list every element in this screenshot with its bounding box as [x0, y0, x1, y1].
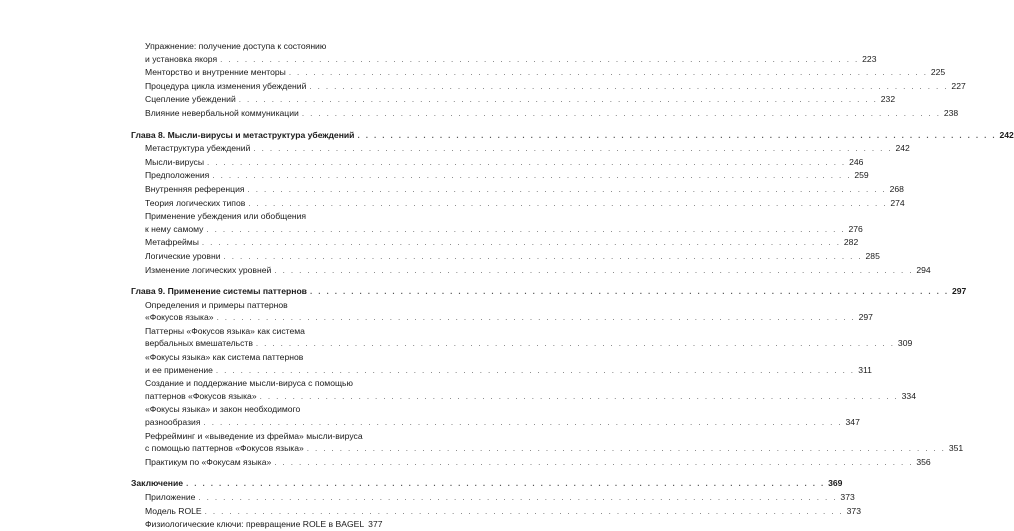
toc-entry-title: Менторство и внутренние менторы — [145, 67, 286, 78]
toc-entry-title: Практикум по «Фокусам языка» — [145, 456, 272, 467]
leader-dots — [202, 237, 841, 250]
toc-entry[interactable] — [131, 169, 869, 183]
toc-entry[interactable] — [131, 223, 863, 237]
toc-chapter-heading[interactable] — [131, 129, 1014, 143]
toc-entry[interactable] — [131, 442, 964, 456]
leader-dots — [206, 224, 845, 237]
leader-dots — [248, 198, 887, 211]
toc-entry[interactable] — [131, 53, 877, 67]
toc-entry-title: Мысли-вирусы — [145, 156, 205, 167]
toc-chapter-heading[interactable] — [131, 285, 967, 299]
leader-dots — [216, 365, 855, 378]
chapter-title: Глава 9. Применение системы паттернов — [131, 286, 307, 297]
toc-entry-text-line: Упражнение: получение доступа к состоянию — [145, 41, 327, 51]
toc-entry[interactable] — [131, 142, 910, 156]
leader-dots — [309, 81, 948, 94]
leader-dots — [224, 251, 863, 264]
toc-entry-title: Метафреймы — [145, 237, 199, 248]
toc-entry[interactable] — [131, 264, 931, 278]
leader-dots — [274, 265, 913, 278]
toc-entry-title: Влияние невербальной коммуникации — [145, 107, 299, 118]
toc-entry[interactable] — [131, 183, 904, 197]
toc-entry-title: Приложение — [145, 492, 196, 502]
toc-entry-title: Метаструктура убеждений — [145, 143, 251, 154]
toc-page-number: 369 — [828, 478, 843, 489]
toc-entry-text-line: Паттерны «Фокусов языка» как система — [145, 325, 305, 336]
toc-entry[interactable] — [131, 491, 855, 505]
toc-chapter-heading[interactable] — [131, 477, 843, 491]
toc-entry[interactable] — [131, 416, 860, 430]
leader-dots — [198, 492, 837, 505]
toc-page-number: 311 — [858, 364, 872, 375]
toc-entry[interactable] — [131, 311, 873, 325]
toc-entry-title: Модель ROLE — [145, 505, 202, 516]
toc-entry[interactable] — [131, 197, 905, 211]
toc-page-number: 297 — [952, 286, 967, 297]
toc-entry-text-line: «Фокусы языка» и закон необходимого — [145, 404, 301, 415]
table-of-contents — [131, 40, 1014, 531]
toc-entry-title: и установка якоря — [145, 53, 218, 64]
toc-entry-title: Теория логических типов — [145, 197, 246, 208]
toc-entry[interactable] — [131, 518, 383, 531]
toc-entry-text-line: Определения и примеры паттернов — [145, 299, 288, 310]
toc-entry-text-line: «Фокусы языка» как система паттернов — [145, 352, 304, 363]
toc-entry-title: паттернов «Фокусов языка» — [145, 390, 257, 401]
leader-dots — [253, 143, 892, 156]
toc-page-number: 356 — [916, 456, 931, 467]
toc-page-number: 242 — [895, 143, 910, 154]
toc-page-number: 309 — [897, 338, 913, 349]
toc-entry[interactable] — [131, 93, 896, 107]
toc-page-number: 259 — [854, 170, 869, 181]
toc-entry[interactable] — [131, 250, 880, 264]
toc-page-number: 373 — [846, 505, 861, 516]
leader-dots — [248, 184, 887, 197]
toc-entry-title: разнообразия — [145, 417, 201, 428]
leader-dots — [302, 108, 941, 121]
toc-entry-title: Внутренняя референция — [145, 183, 245, 194]
toc-entry-title: с помощью паттернов «Фокусов языка» — [145, 443, 304, 454]
chapter-title: Заключение — [131, 478, 184, 489]
toc-entry[interactable] — [131, 236, 859, 250]
toc-page-number: 334 — [901, 390, 916, 401]
leader-dots — [239, 94, 878, 107]
toc-entry[interactable] — [131, 156, 864, 170]
toc-page-number: 294 — [916, 264, 931, 275]
toc-entry[interactable] — [131, 107, 959, 121]
toc-entry-title: Предположения — [145, 170, 210, 181]
leader-dots — [186, 478, 825, 491]
toc-entry-text-line: Рефрейминг и «выведение из фрейма» мысли-вируса — [145, 430, 363, 441]
leader-dots — [204, 417, 843, 430]
toc-page-number: 276 — [848, 223, 863, 234]
toc-entry-title: вербальных вмешательств — [145, 338, 253, 349]
toc-page-number: 297 — [858, 312, 873, 323]
leader-dots — [260, 391, 899, 404]
leader-dots — [207, 157, 846, 170]
toc-page-number: 242 — [999, 129, 1014, 140]
leader-dots — [310, 286, 949, 299]
toc-entry-title: и ее применение — [145, 364, 213, 375]
leader-dots — [217, 312, 856, 325]
toc-entry-title: Физиологические ключи: превращение ROLE в BAGEL — [145, 519, 365, 530]
toc-entry[interactable] — [131, 390, 916, 404]
toc-entry-title: Процедура цикла изменения убеждений — [145, 80, 307, 91]
toc-entry-title: «Фокусов языка» — [145, 312, 214, 323]
toc-page-number: 246 — [849, 156, 864, 167]
toc-page-number: 377 — [368, 519, 383, 530]
toc-page-number: 351 — [948, 443, 964, 454]
leader-dots — [205, 506, 844, 519]
toc-page-number: 347 — [845, 417, 860, 428]
toc-page-number: 227 — [951, 80, 966, 91]
leader-dots — [357, 130, 996, 143]
leader-dots — [220, 54, 859, 67]
toc-page-number: 282 — [843, 237, 859, 248]
toc-entry-title: к нему самому — [145, 223, 204, 234]
toc-entry[interactable] — [131, 66, 946, 80]
toc-entry-text-line: Применение убеждения или обобщения — [145, 211, 307, 222]
toc-page-number: 238 — [943, 107, 959, 118]
toc-page-number: 285 — [865, 250, 880, 261]
leader-dots — [212, 170, 851, 183]
leader-dots — [289, 67, 928, 80]
toc-page-number: 232 — [880, 94, 896, 105]
toc-page-number: 223 — [862, 53, 877, 64]
toc-entry-title: Изменение логических уровней — [145, 264, 272, 275]
toc-entry[interactable] — [131, 505, 861, 519]
toc-entry[interactable] — [131, 364, 872, 378]
toc-page-number: 274 — [890, 197, 905, 208]
toc-entry-title: Логические уровни — [145, 250, 221, 261]
toc-entry-text-line: Создание и поддержание мысли-вируса с помощью — [145, 378, 353, 389]
leader-dots — [256, 338, 895, 351]
toc-entry[interactable] — [131, 80, 966, 94]
leader-dots — [274, 457, 913, 470]
toc-page-number: 373 — [840, 492, 855, 502]
toc-entry[interactable] — [131, 456, 931, 470]
toc-entry[interactable] — [131, 337, 913, 351]
toc-page-number: 268 — [889, 183, 904, 194]
toc-page-number: 225 — [930, 67, 946, 78]
chapter-title: Глава 8. Мысли-вирусы и метаструктура убеждений — [131, 129, 355, 140]
leader-dots — [307, 443, 946, 456]
toc-entry-title: Сцепление убеждений — [145, 94, 236, 105]
